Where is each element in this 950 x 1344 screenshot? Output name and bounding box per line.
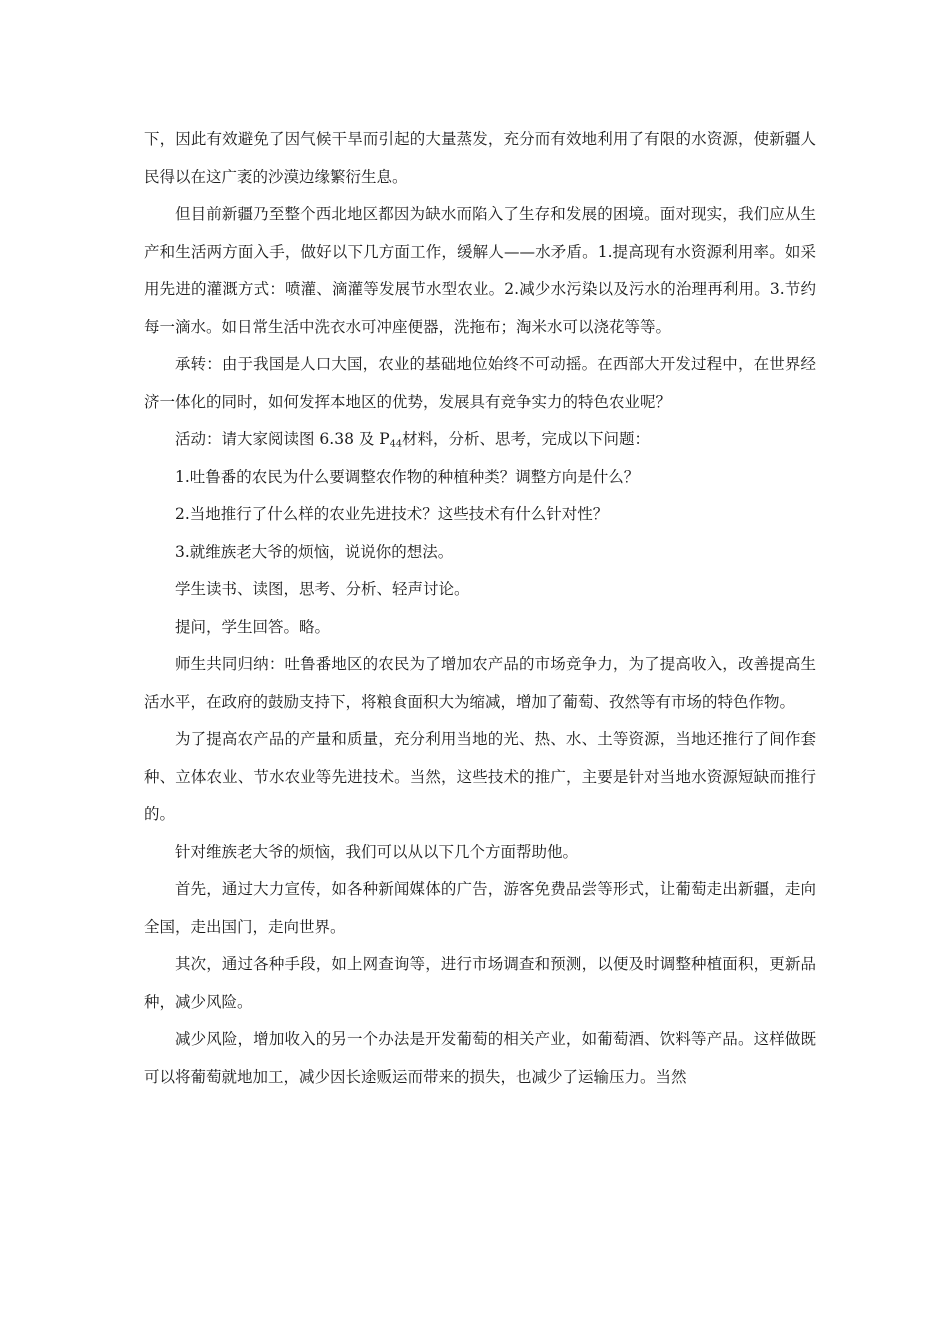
paragraph-reduce-risk: 减少风险，增加收入的另一个办法是开发葡萄的相关产业，如葡萄酒、饮料等产品。这样做既可以将葡萄就地加工，减少因长途贩运而带来的损失，也减少了运输压力。当然 xyxy=(144,1030,816,1086)
question-1: 1.吐鲁番的农民为什么要调整农作物的种植种类？调整方向是什么？ xyxy=(175,467,640,486)
page-subscript: 44 xyxy=(389,438,402,450)
paragraph-first: 首先，通过大力宣传，如各种新闻媒体的广告，游客免费品尝等形式，让葡萄走出新疆，走向全国，走出国门，走向世界。 xyxy=(144,880,816,936)
paragraph-transition: 承转：由于我国是人口大国，农业的基础地位始终不可动摇。在西部大开发过程中，在世界经济一体化的同时，如何发挥本地区的优势，发展具有竞争实力的特色农业呢？ xyxy=(144,355,816,411)
paragraph-technology: 为了提高农产品的产量和质量，充分利用当地的光、热、水、土等资源，当地还推行了间作套种、立体农业、节水农业等先进技术。当然，这些技术的推广，主要是针对当地水资源短缺而推行的。 xyxy=(144,730,816,823)
paragraph-student-activity: 学生读书、读图，思考、分析、轻声讨论。 xyxy=(175,580,470,598)
paragraph-question-answer: 提问，学生回答。略。 xyxy=(175,617,331,636)
activity-text-after: 材料，分析、思考，完成以下问题： xyxy=(401,430,650,448)
question-2: 2.当地推行了什么样的农业先进技术？这些技术有什么针对性？ xyxy=(175,505,609,523)
paragraph-help-intro: 针对维族老大爷的烦恼，我们可以从以下几个方面帮助他。 xyxy=(175,842,579,861)
document-page xyxy=(144,121,816,1096)
paragraph-water-shortage: 但目前新疆乃至整个西北地区都因为缺水而陷入了生存和发展的困境。面对现实，我们应从生产和生活两方面入手，做好以下几方面工作，缓解人——水矛盾。1.提高现有水资源利用率。如采用先进的灌溉方式：喷灌、滴灌等发展节水型农业。2.减少水污染以及污水的治理再利用。3.节约每一滴水。如日常生活中洗衣水可冲座便器，洗拖布；淘米水可以浇花等等。 xyxy=(144,205,816,336)
paragraph-activity xyxy=(144,421,816,459)
paragraph-summary: 师生共同归纳：吐鲁番地区的农民为了增加农产品的市场竞争力，为了提高收入，改善提高生活水平，在政府的鼓励支持下，将粮食面积大为缩减，增加了葡萄、孜然等有市场的特色作物。 xyxy=(144,655,816,711)
paragraph-second: 其次，通过各种手段，如上网查询等，进行市场调查和预测，以便及时调整种植面积，更新品种，减少风险。 xyxy=(144,955,816,1011)
activity-text-before: 活动：请大家阅读图 6.38 及 P xyxy=(175,430,390,448)
paragraph-continuation: 下，因此有效避免了因气候干旱而引起的大量蒸发，充分而有效地利用了有限的水资源，使新疆人民得以在这广袤的沙漠边缘繁衍生息。 xyxy=(144,130,816,186)
question-3: 3.就维族老大爷的烦恼，说说你的想法。 xyxy=(175,542,454,561)
